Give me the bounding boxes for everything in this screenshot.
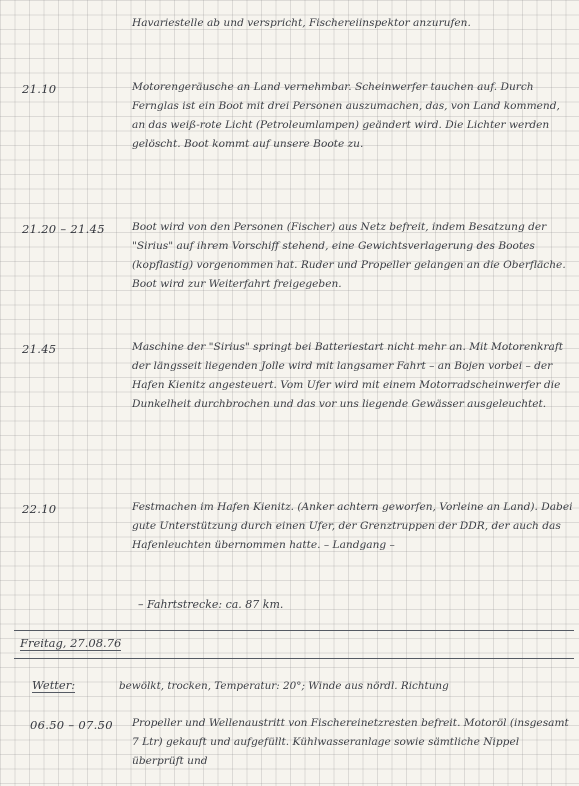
entry-time-1: 21.10 [22,82,57,96]
entry-time-2: 21.20 – 21.45 [22,222,105,236]
weather-label: Wetter: [32,678,76,692]
distance-note: – Fahrtstrecke: ca. 87 km. [138,598,284,611]
day-date: Freitag, 27.08.76 [20,636,122,650]
weather-text: bewölkt, trocken, Temperatur: 20°; Winde aus nördl. Richtung [119,680,449,692]
entry-text-3: Maschine der "Sirius" springt bei Batteriestart nicht mehr an. Mit Motorenkraft der längsseit liegenden Jolle wird mit langsamer Fahrt – an Bojen vorbei – der Hafen Kienitz angesteuert. Vom Ufer wird mit einem Motorradscheinwerfer die Dunkelheit durchbrochen und das vor uns liegende Gewässer ausgeleuchtet. [132,341,564,410]
intro-text: Havariestelle ab und verspricht, Fischereiinspektor anzurufen. [132,17,471,29]
entry-text-1: Motorengeräusche an Land vernehmbar. Scheinwerfer tauchen auf. Durch Fernglas ist ein Boot mit drei Personen auszumachen, das, von Land kommend, an das weiß-rote Licht (Petroleumlampen) geändert wird. Die Lichter werden gelöscht. Boot kommt auf unsere Boote zu. [132,81,560,150]
entry-time-4: 22.10 [22,502,57,516]
entry-text-2: Boot wird von den Personen (Fischer) aus Netz befreit, indem Besatzung der "Sirius" auf ihrem Vorschiff stehend, eine Gewichtsverlagerung des Bootes (kopflastig) vorgenommen hat. Ruder und Propeller gelangen an die Oberfläche. Boot wird zur Weiterfahrt freigegeben. [132,221,566,290]
section-divider-bottom [14,658,574,659]
section-divider-top [14,630,574,631]
entry-text-4: Festmachen im Hafen Kienitz. (Anker achtern geworfen, Vorleine an Land). Dabei gute Unterstützung durch einen Ufer, der Grenztruppen der DDR, der auch das Hafenleuchten übernommen hatte. – Landgang – [132,501,573,551]
entry-time-5: 06.50 – 07.50 [30,718,113,732]
entry-text-5: Propeller und Wellenaustritt von Fischereinetzresten befreit. Motoröl (insgesamt 7 Ltr) gekauft und aufgefüllt. Kühlwasseranlage sowie sämtliche Nippel überprüft und [132,717,569,767]
entry-time-3: 21.45 [22,342,57,356]
